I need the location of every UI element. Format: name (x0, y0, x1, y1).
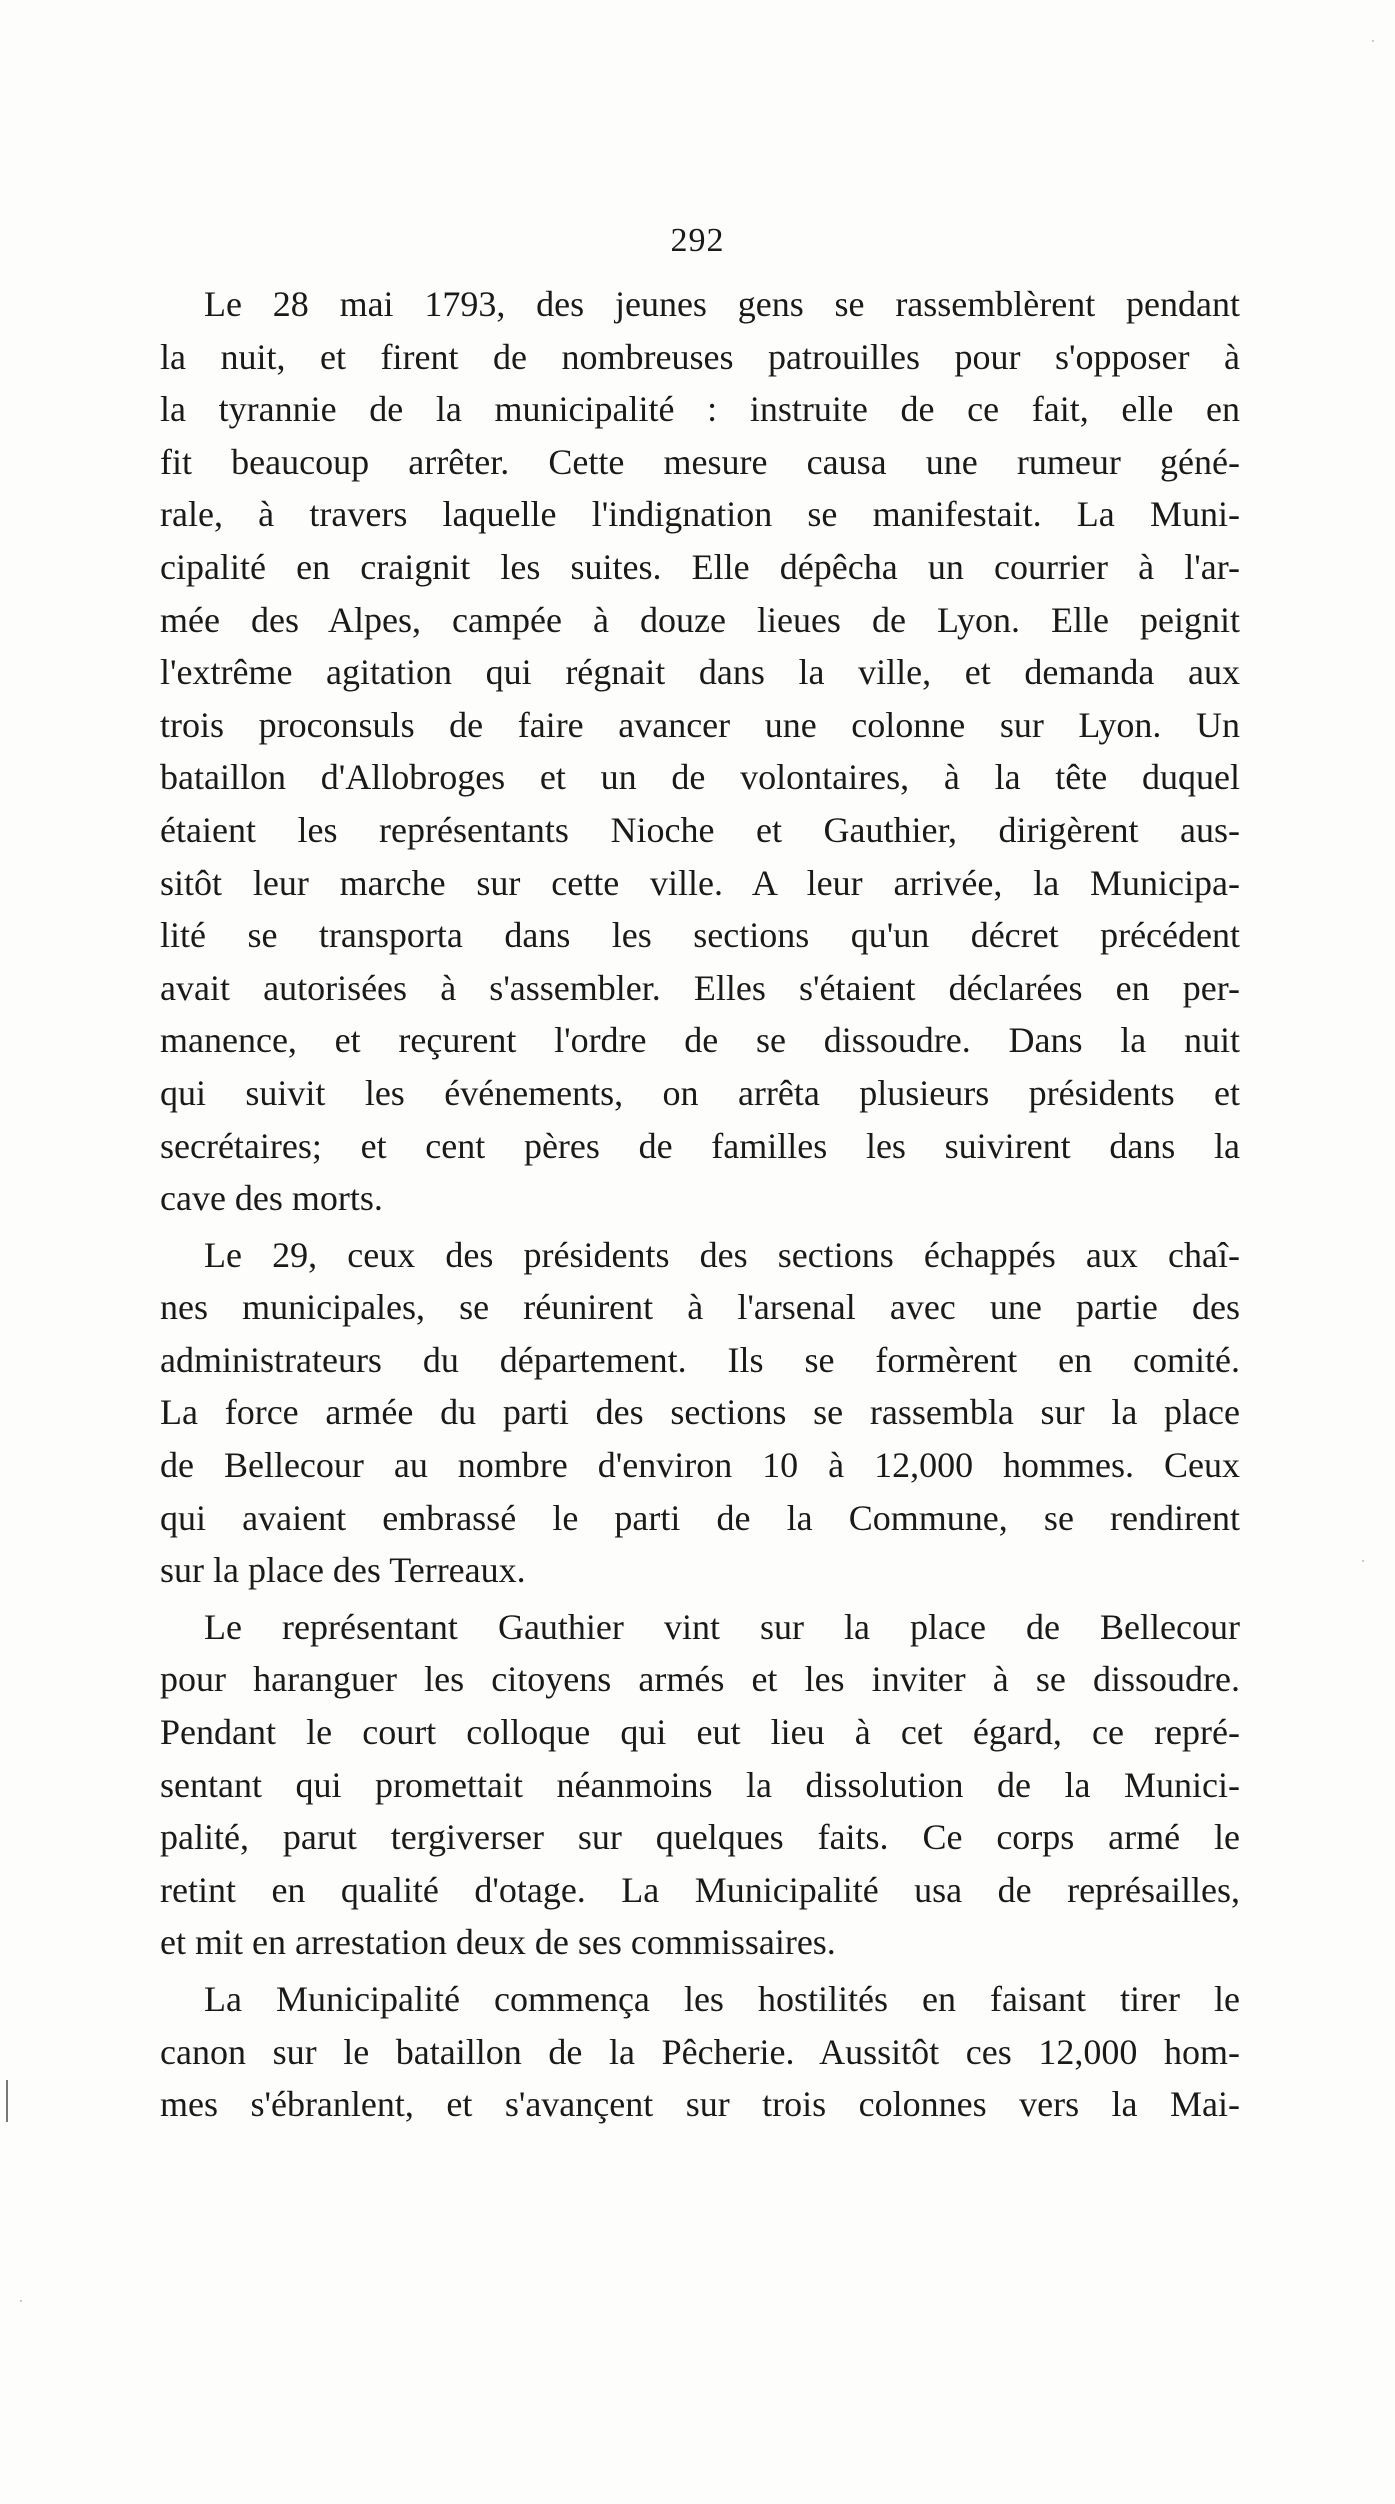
text-line: cave des morts. (160, 1178, 383, 1219)
text-line: Pendant le court colloque qui eut lieu à cet égard, ce repré- (160, 1712, 1240, 1753)
text-line: pour haranguer les citoyens armés et les inviter à se dissoudre. (160, 1659, 1240, 1700)
scan-speck (20, 2300, 22, 2302)
scan-margin-mark (6, 2080, 8, 2122)
text-line: bataillon d'Allobroges et un de volontaires, à la tête duquel (160, 757, 1240, 798)
text-line: La Municipalité commença les hostilités en faisant tirer le (204, 1979, 1240, 2019)
text-line: sitôt leur marche sur cette ville. A leur arrivée, la Municipa- (160, 862, 1240, 903)
text-line: Le 29, ceux des présidents des sections échappés aux chaî- (204, 1234, 1240, 1275)
text-line: nes municipales, se réunirent à l'arsenal avec une partie des (160, 1287, 1240, 1328)
text-line: sur la place des Terreaux. (160, 1550, 526, 1591)
text-line: rale, à travers laquelle l'indignation se manifestait. La Muni- (160, 494, 1240, 535)
text-line: étaient les représentants Nioche et Gauthier, dirigèrent aus- (160, 809, 1240, 850)
text-line: l'extrême agitation qui régnait dans la ville, et demanda aux (160, 652, 1240, 693)
text-line: canon sur le bataillon de la Pêcherie. Aussitôt ces 12,000 hom- (160, 2031, 1240, 2072)
text-line: mes s'ébranlent, et s'avançent sur trois colonnes vers la Mai- (160, 2084, 1240, 2125)
text-line: administrateurs du département. Ils se formèrent en comité. (160, 1339, 1240, 1380)
text-line: fit beaucoup arrêter. Cette mesure causa une rumeur géné- (160, 441, 1240, 482)
text-line: palité, parut tergiverser sur quelques faits. Ce corps armé le (160, 1817, 1240, 1858)
text-line: Le 28 mai 1793, des jeunes gens se rassemblèrent pendant (204, 284, 1240, 324)
scan-speck (1372, 40, 1374, 42)
paragraph-2 (160, 1229, 1240, 1597)
text-line: lité se transporta dans les sections qu'un décret précédent (160, 915, 1240, 956)
text-line: cipalité en craignit les suites. Elle dépêcha un courrier à l'ar- (160, 546, 1240, 587)
text-line: et mit en arrestation deux de ses commissaires. (160, 1922, 836, 1963)
text-line: secrétaires; et cent pères de familles les suivirent dans la (160, 1125, 1240, 1166)
text-line: Le représentant Gauthier vint sur la place de Bellecour (204, 1606, 1240, 1647)
text-line: trois proconsuls de faire avancer une colonne sur Lyon. Un (160, 704, 1240, 745)
text-line: avait autorisées à s'assembler. Elles s'étaient déclarées en per- (160, 967, 1240, 1008)
page-number: 292 (670, 222, 725, 259)
paragraph-4 (160, 1973, 1240, 2131)
text-line: qui suivit les événements, on arrêta plusieurs présidents et (160, 1072, 1240, 1113)
text-line: retint en qualité d'otage. La Municipalité usa de représailles, (160, 1869, 1240, 1910)
text-line: la tyrannie de la municipalité : instruite de ce fait, elle en (160, 389, 1240, 430)
text-line: La force armée du parti des sections se rassembla sur la place (160, 1392, 1240, 1433)
text-line: manence, et reçurent l'ordre de se dissoudre. Dans la nuit (160, 1020, 1240, 1061)
paragraph-3 (160, 1601, 1240, 1969)
paragraph-1 (160, 278, 1240, 1225)
body-text (160, 278, 1240, 2135)
text-line: sentant qui promettait néanmoins la dissolution de la Munici- (160, 1764, 1240, 1805)
scan-speck (1362, 1560, 1364, 1562)
text-line: la nuit, et firent de nombreuses patrouilles pour s'opposer à (160, 336, 1240, 377)
text-line: mée des Alpes, campée à douze lieues de Lyon. Elle peignit (160, 599, 1240, 640)
text-line: de Bellecour au nombre d'environ 10 à 12,000 hommes. Ceux (160, 1445, 1240, 1486)
text-line: qui avaient embrassé le parti de la Commune, se rendirent (160, 1497, 1240, 1538)
